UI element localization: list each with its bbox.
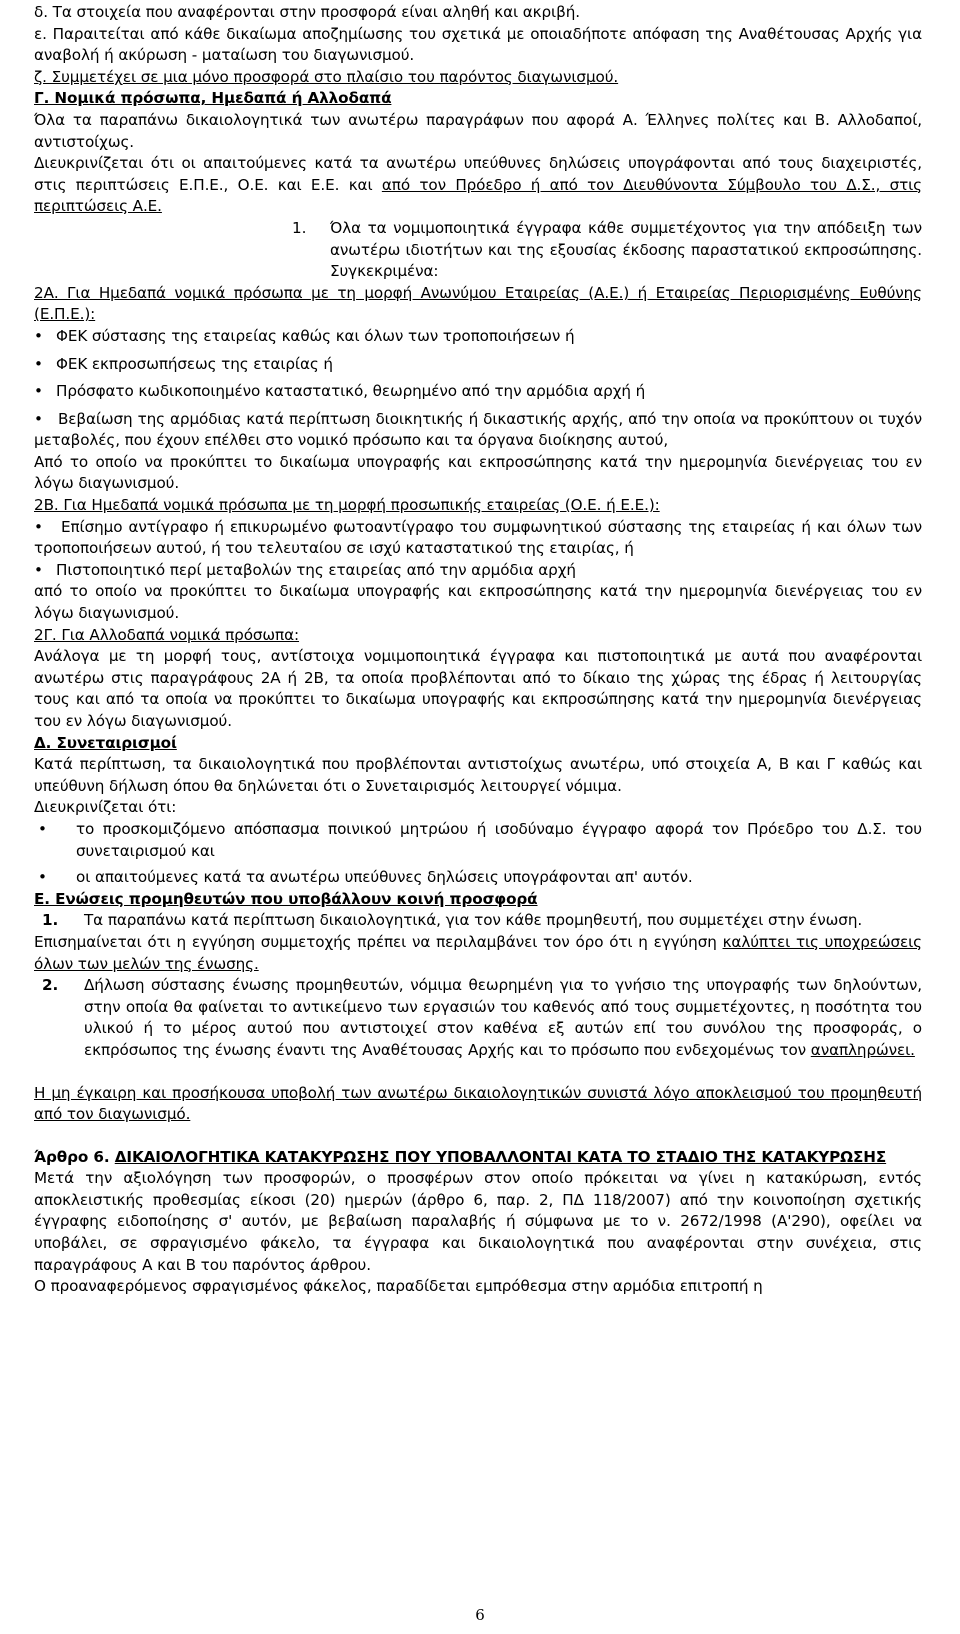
section-2c-text: Ανάλογα με τη μορφή τους, αντίστοιχα νομιμοποιητικά έγγραφα και πιστοποιητικά με αυτά που αναφέρονται ανωτέρω στις παραγράφους 2Α ή 2Β, τα οποία προβλέπονται από το δίκαιο της χώρας της έδρας ή λειτουργίας τους και από τα οποία να προκύπτει το δικαίωμα υπογραφής και εκπροσώπησης κατά την ημερομηνία διενέργειας του εν λόγω διαγωνισμού. [34, 647, 922, 730]
guarantee-note [34, 932, 922, 975]
bullet-text: Πιστοποιητικό περί μεταβολών της εταιρείας από την αρμόδια αρχή [56, 560, 576, 579]
clarification-underlined: από τον Πρόεδρο ή από τον Διευθύνοντα Σύμβουλο του Δ.Σ., στις περιπτώσεις Α.Ε. [34, 175, 922, 216]
item-1 [34, 218, 922, 283]
bullet-icon: • [38, 868, 47, 887]
bullet-item [34, 381, 922, 403]
section-2c-heading: 2Γ. Για Αλλοδαπά νομικά πρόσωπα: [34, 625, 300, 644]
section-d-text: Κατά περίπτωση, τα δικαιολογητικά που προβλέπονται αντιστοίχως ανωτέρω, υπό στοιχεία Α, Β και Γ καθώς και υπεύθυνη δήλωση όπου θα δηλώνεται ότι ο Συνεταιρισμός λειτουργεί νόμιμα. [34, 755, 922, 795]
item-e2-underlined: αναπληρώνει. [810, 1040, 915, 1059]
item-e1-text: Τα παραπάνω κατά περίπτωση δικαιολογητικά, για τον κάθε προμηθευτή, που συμμετέχει στην ένωση. [84, 911, 863, 930]
bullet-icon: • [34, 354, 43, 373]
section-d-heading: Δ. Συνεταιρισμοί [34, 733, 177, 752]
bullet-icon: • [38, 819, 47, 838]
item-1-number: 1. [292, 218, 307, 237]
item-1-text: Όλα τα νομιμοποιητικά έγγραφα κάθε συμμετέχοντος για την απόδειξη των ανωτέρω ιδιοτήτων και της εξουσίας έκδοσης παραστατικού εκπροσώπησης. Συγκεκριμένα: [330, 218, 922, 281]
item-e2-text [84, 975, 922, 1061]
bullet-text: ΦΕΚ εκπροσωπήσεως της εταιρίας ή [56, 354, 333, 373]
bullet-icon: • [34, 409, 43, 428]
bullet-text: Επίσημο αντίγραφο ή επικυρωμένο φωτοαντίγραφο του συμφωνητικού σύστασης της εταιρείας ή και όλων των τροποποιήσεων αυτού, ή του τελευταίου σε ισχύ καταστατικού της εταιρίας, ή [34, 517, 923, 558]
clarification-text: Διευκρινίζεται ότι οι απαιτούμενες κατά τα ανωτέρω υπεύθυνες δηλώσεις υπογράφονται από τους διαχειριστές, στις περιπτώσεις Ε.Π.Ε., Ο.Ε. και Ε.Ε. και [34, 154, 922, 194]
bullet-icon: • [34, 517, 43, 536]
bullet-icon: • [34, 382, 43, 401]
bullet-text: Πρόσφατο κωδικοποιημένο καταστατικό, θεωρημένο από την αρμόδια αρχή ή [56, 382, 646, 401]
section-2a-closing: Από το οποίο να προκύπτει το δικαίωμα υπογραφής και εκπροσώπησης κατά την ημερομηνία διενέργειας του εν λόγω διαγωνισμού. [34, 452, 922, 493]
item-e2 [34, 975, 922, 1061]
section-2b-heading: 2Β. Για Ημεδαπά νομικά πρόσωπα με τη μορφή προσωπικής εταιρείας (Ο.Ε. ή Ε.Ε.): [34, 496, 660, 515]
item-e2-body: Δήλωση σύστασης ένωσης προμηθευτών, νόμιμα θεωρημένη για το γνήσιο της υπογραφής των δηλούντων, στην οποία θα φαίνεται το αντικείμενο των εργασιών του καθενός από τους συμμετέχοντες, η ποσότητα του υλικού ή το μέρος αυτού που αντιστοιχεί στον καθένα εξ αυτών επί του συνόλου της προσφοράς, ο εκπρόσωπος της ένωσης έναντι της Αναθέτουσας Αρχής και το πρόσωπο που ενδεχομένως τον [84, 976, 922, 1059]
bullet-text: οι απαιτούμενες κατά τα ανωτέρω υπεύθυνες δηλώσεις υπογράφονται απ' αυτόν. [76, 868, 693, 887]
clause-e: ε. Παραιτείται από κάθε δικαίωμα αποζημίωσης του σχετικά με οποιαδήποτε απόφαση της Αναθέτουσας Αρχής για αναβολή ή ακύρωση - ματαίωση του διαγωνισμού. [34, 24, 922, 65]
bullet-item [34, 819, 922, 862]
bullet-text: ΦΕΚ σύστασης της εταιρείας καθώς και όλων των τροποποιήσεων ή [56, 326, 575, 345]
item-e2-number: 2. [42, 976, 59, 995]
exclusion-warning: Η μη έγκαιρη και προσήκουσα υποβολή των ανωτέρω δικαιολογητικών συνιστά λόγο αποκλεισμού του προμηθευτή από τον διαγωνισμό. [34, 1083, 922, 1124]
bullet-icon: • [34, 326, 43, 345]
article-6-text: Μετά την αξιολόγηση των προσφορών, ο προσφέρων στον οποίο πρόκειται να γίνει η κατακύρωση, εντός αποκλειστικής προθεσμίας είκοσι (20) ημερών (άρθρο 6, παρ. 2, ΠΔ 118/2007) από την κοινοποίηση σχετικής έγγραφης ειδοποίησης σ' αυτόν, με βεβαίωση παραλαβής ή σύμφωνα με το ν. 2672/1998 (Α'290), οφείλει να υποβάλει, σε σφραγισμένο φάκελο, τα έγγραφα και δικαιολογητικά που αναφέρονται στην συνέχεια, στις παραγράφους Α και Β του παρόντος άρθρου. [34, 1169, 922, 1274]
article-6-title: ΔΙΚΑΙΟΛΟΓΗΤΙΚΑ ΚΑΤΑΚΥΡΩΣΗΣ ΠΟΥ ΥΠΟΒΑΛΛΟΝΤΑΙ ΚΑΤΑ ΤΟ ΣΤΑΔΙΟ ΤΗΣ ΚΑΤΑΚΥΡΩΣΗΣ [114, 1147, 887, 1166]
article-6-label: Άρθρο 6. [34, 1147, 115, 1166]
section-g-heading: Γ. Νομικά πρόσωπα, Ημεδαπά ή Αλλοδαπά [34, 89, 392, 108]
bullet-item [34, 867, 922, 889]
bullet-item-wrapped [34, 409, 922, 452]
clause-z: ζ. Συμμετέχει σε μια μόνο προσφορά στο πλαίσιο του παρόντος διαγωνισμού. [34, 67, 619, 86]
section-g-text: Όλα τα παραπάνω δικαιολογητικά των ανωτέρω παραγράφων που αφορά Α. Έλληνες πολίτες και Β. Αλλοδαποί, αντιστοίχως. [34, 110, 922, 151]
bullet-icon: • [34, 560, 43, 579]
section-2a-heading: 2Α. Για Ημεδαπά νομικά πρόσωπα με τη μορφή Ανωνύμου Εταιρείας (Α.Ε.) ή Εταιρείας Περιορισμένης Ευθύνης (Ε.Π.Ε.): [34, 283, 922, 324]
article-6-heading [34, 1147, 922, 1169]
guarantee-note-underlined: καλύπτει τις υποχρεώσεις όλων των μελών της ένωσης. [34, 932, 922, 973]
bullet-item-wrapped [34, 517, 922, 560]
page-number: 6 [475, 1606, 485, 1624]
guarantee-note-text: Επισημαίνεται ότι η εγγύηση συμμετοχής πρέπει να περιλαμβάνει τον όρο ότι η εγγύηση [34, 932, 723, 951]
article-6-last-line: Ο προαναφερόμενος σφραγισμένος φάκελος, παραδίδεται εμπρόθεσμα στην αρμόδια επιτροπή η [34, 1277, 763, 1296]
section-e-heading: Ε. Ενώσεις προμηθευτών που υποβάλλουν κοινή προσφορά [34, 889, 538, 908]
section-2b-closing: από το οποίο να προκύπτει το δικαίωμα υπογραφής και εκπροσώπησης κατά την ημερομηνία διενέργειας του εν λόγω διαγωνισμού. [34, 582, 922, 623]
bullet-item [34, 354, 922, 376]
bullet-text: το προσκομιζόμενο απόσπασμα ποινικού μητρώου ή ισοδύναμο έγγραφο αφορά τον Πρόεδρο του Δ.Σ. του συνεταιρισμού και [76, 819, 922, 860]
clarification-paragraph [34, 153, 922, 218]
bullet-item [34, 560, 922, 582]
item-e1-number: 1. [42, 911, 59, 930]
bullet-text: Βεβαίωση της αρμόδιας κατά περίπτωση διοικητικής ή δικαστικής αρχής, από την οποία να προκύπτουν οι τυχόν μεταβολές, που έχουν επέλθει στο νομικό πρόσωπο και τα όργανα διοίκησης αυτού, [34, 409, 922, 450]
clause-d: δ. Τα στοιχεία που αναφέρονται στην προσφορά είναι αληθή και ακριβή. [34, 3, 580, 21]
item-e1 [34, 910, 922, 932]
bullet-item [34, 326, 922, 348]
section-d-clarification: Διευκρινίζεται ότι: [34, 798, 177, 817]
